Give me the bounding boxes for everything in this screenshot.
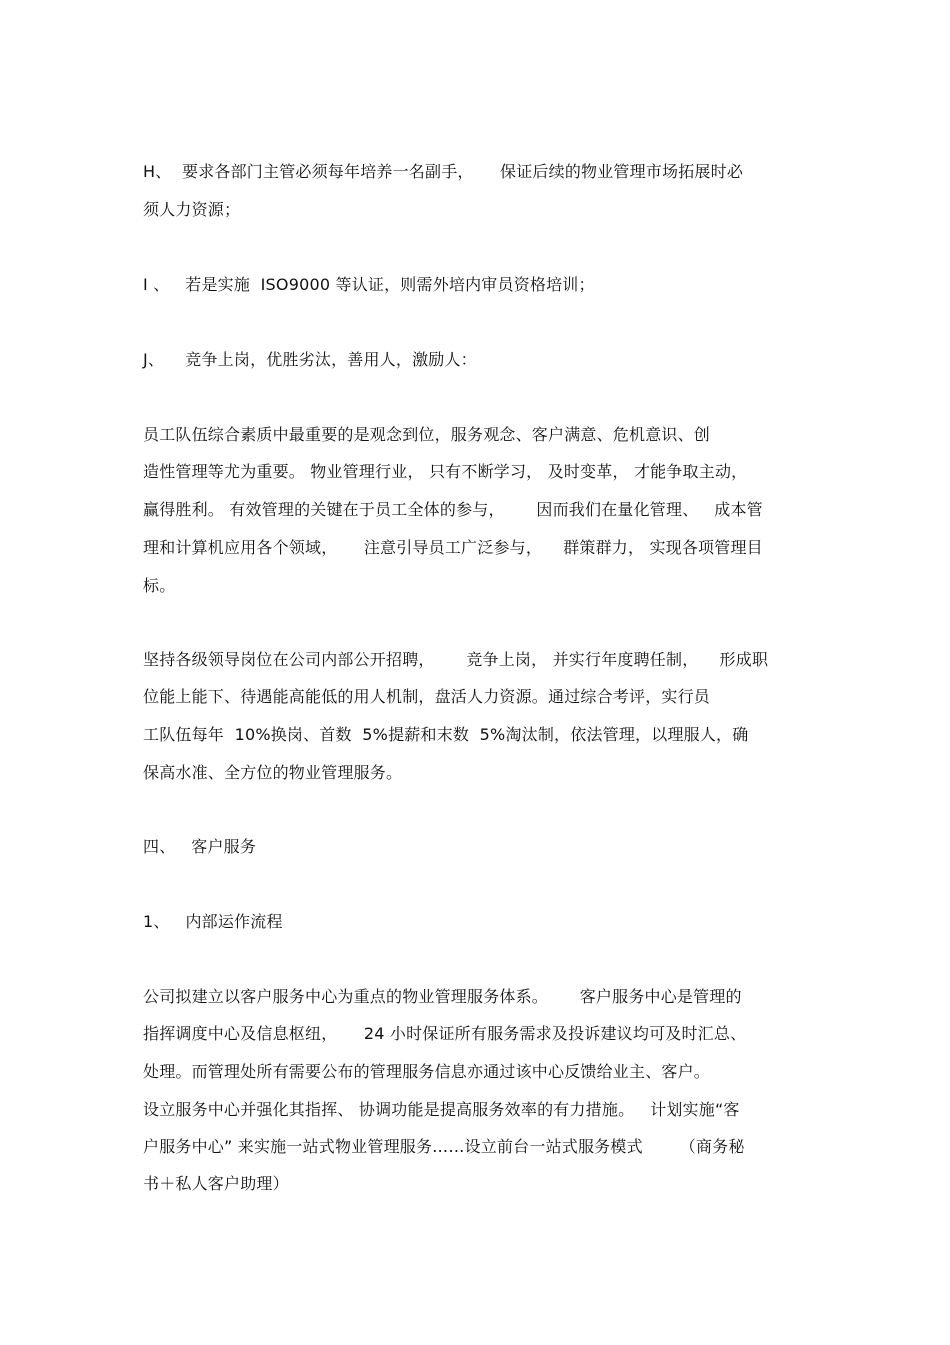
para2-line-2: 位能上能下、待遇能高能低的用人机制，盘活人力资源。通过综合考评，实行员	[143, 687, 711, 706]
para1-line-4: 理和计算机应用各个领域， 注意引导员工广泛参与， 群策群力， 实现各项管理目	[143, 538, 763, 557]
section-4-heading: 四、 客户服务	[143, 837, 257, 856]
para3-line-4: 设立服务中心并强化其指挥、 协调功能是提高服务效率的有力措施。 计划实施“客	[143, 1100, 740, 1119]
para1-line-5: 标。	[143, 576, 176, 595]
para3-line-3: 处理。而管理处所有需要公布的管理服务信息亦通过该中心反馈给业主、客户。	[143, 1062, 711, 1081]
para3-line-6: 书＋私人客户助理）	[143, 1174, 289, 1193]
para3-line-2: 指挥调度中心及信息枢纽， 24 小时保证所有服务需求及投诉建议均可及时汇总、	[143, 1024, 747, 1043]
item-h-line-1: H、 要求各部门主管必须每年培养一名副手， 保证后续的物业管理市场拓展时必	[143, 162, 744, 181]
subsection-1-heading: 1、 内部运作流程	[143, 912, 283, 931]
para2-line-3: 工队伍每年 10%换岗、首数 5%提薪和末数 5%淘汰制，依法管理，以理服人，确	[143, 725, 749, 744]
para2-line-4: 保高水准、全方位的物业管理服务。	[143, 763, 403, 782]
para3-line-1: 公司拟建立以客户服务中心为重点的物业管理服务体系。 客户服务中心是管理的	[143, 987, 742, 1006]
item-i-line-1: I 、 若是实施 ISO9000 等认证，则需外培内审员资格培训；	[143, 275, 595, 294]
para3-line-5: 户服务中心” 来实施一站式物业管理服务……设立前台一站式服务模式 （商务秘	[143, 1137, 745, 1156]
item-j-line-1: J、 竞争上岗，优胜劣汰，善用人，激励人：	[143, 350, 477, 369]
item-h-line-2: 须人力资源；	[143, 200, 241, 219]
para1-line-1: 员工队伍综合素质中最重要的是观念到位，服务观念、客户满意、危机意识、创	[143, 425, 711, 444]
para2-line-1: 坚持各级领导岗位在公司内部公开招聘， 竞争上岗， 并实行年度聘任制， 形成职	[143, 650, 769, 669]
para1-line-3: 赢得胜利。 有效管理的关键在于员工全体的参与， 因而我们在量化管理、 成本管	[143, 500, 763, 519]
para1-line-2: 造性管理等尤为重要。 物业管理行业， 只有不断学习， 及时变革， 才能争取主动，	[143, 462, 748, 481]
